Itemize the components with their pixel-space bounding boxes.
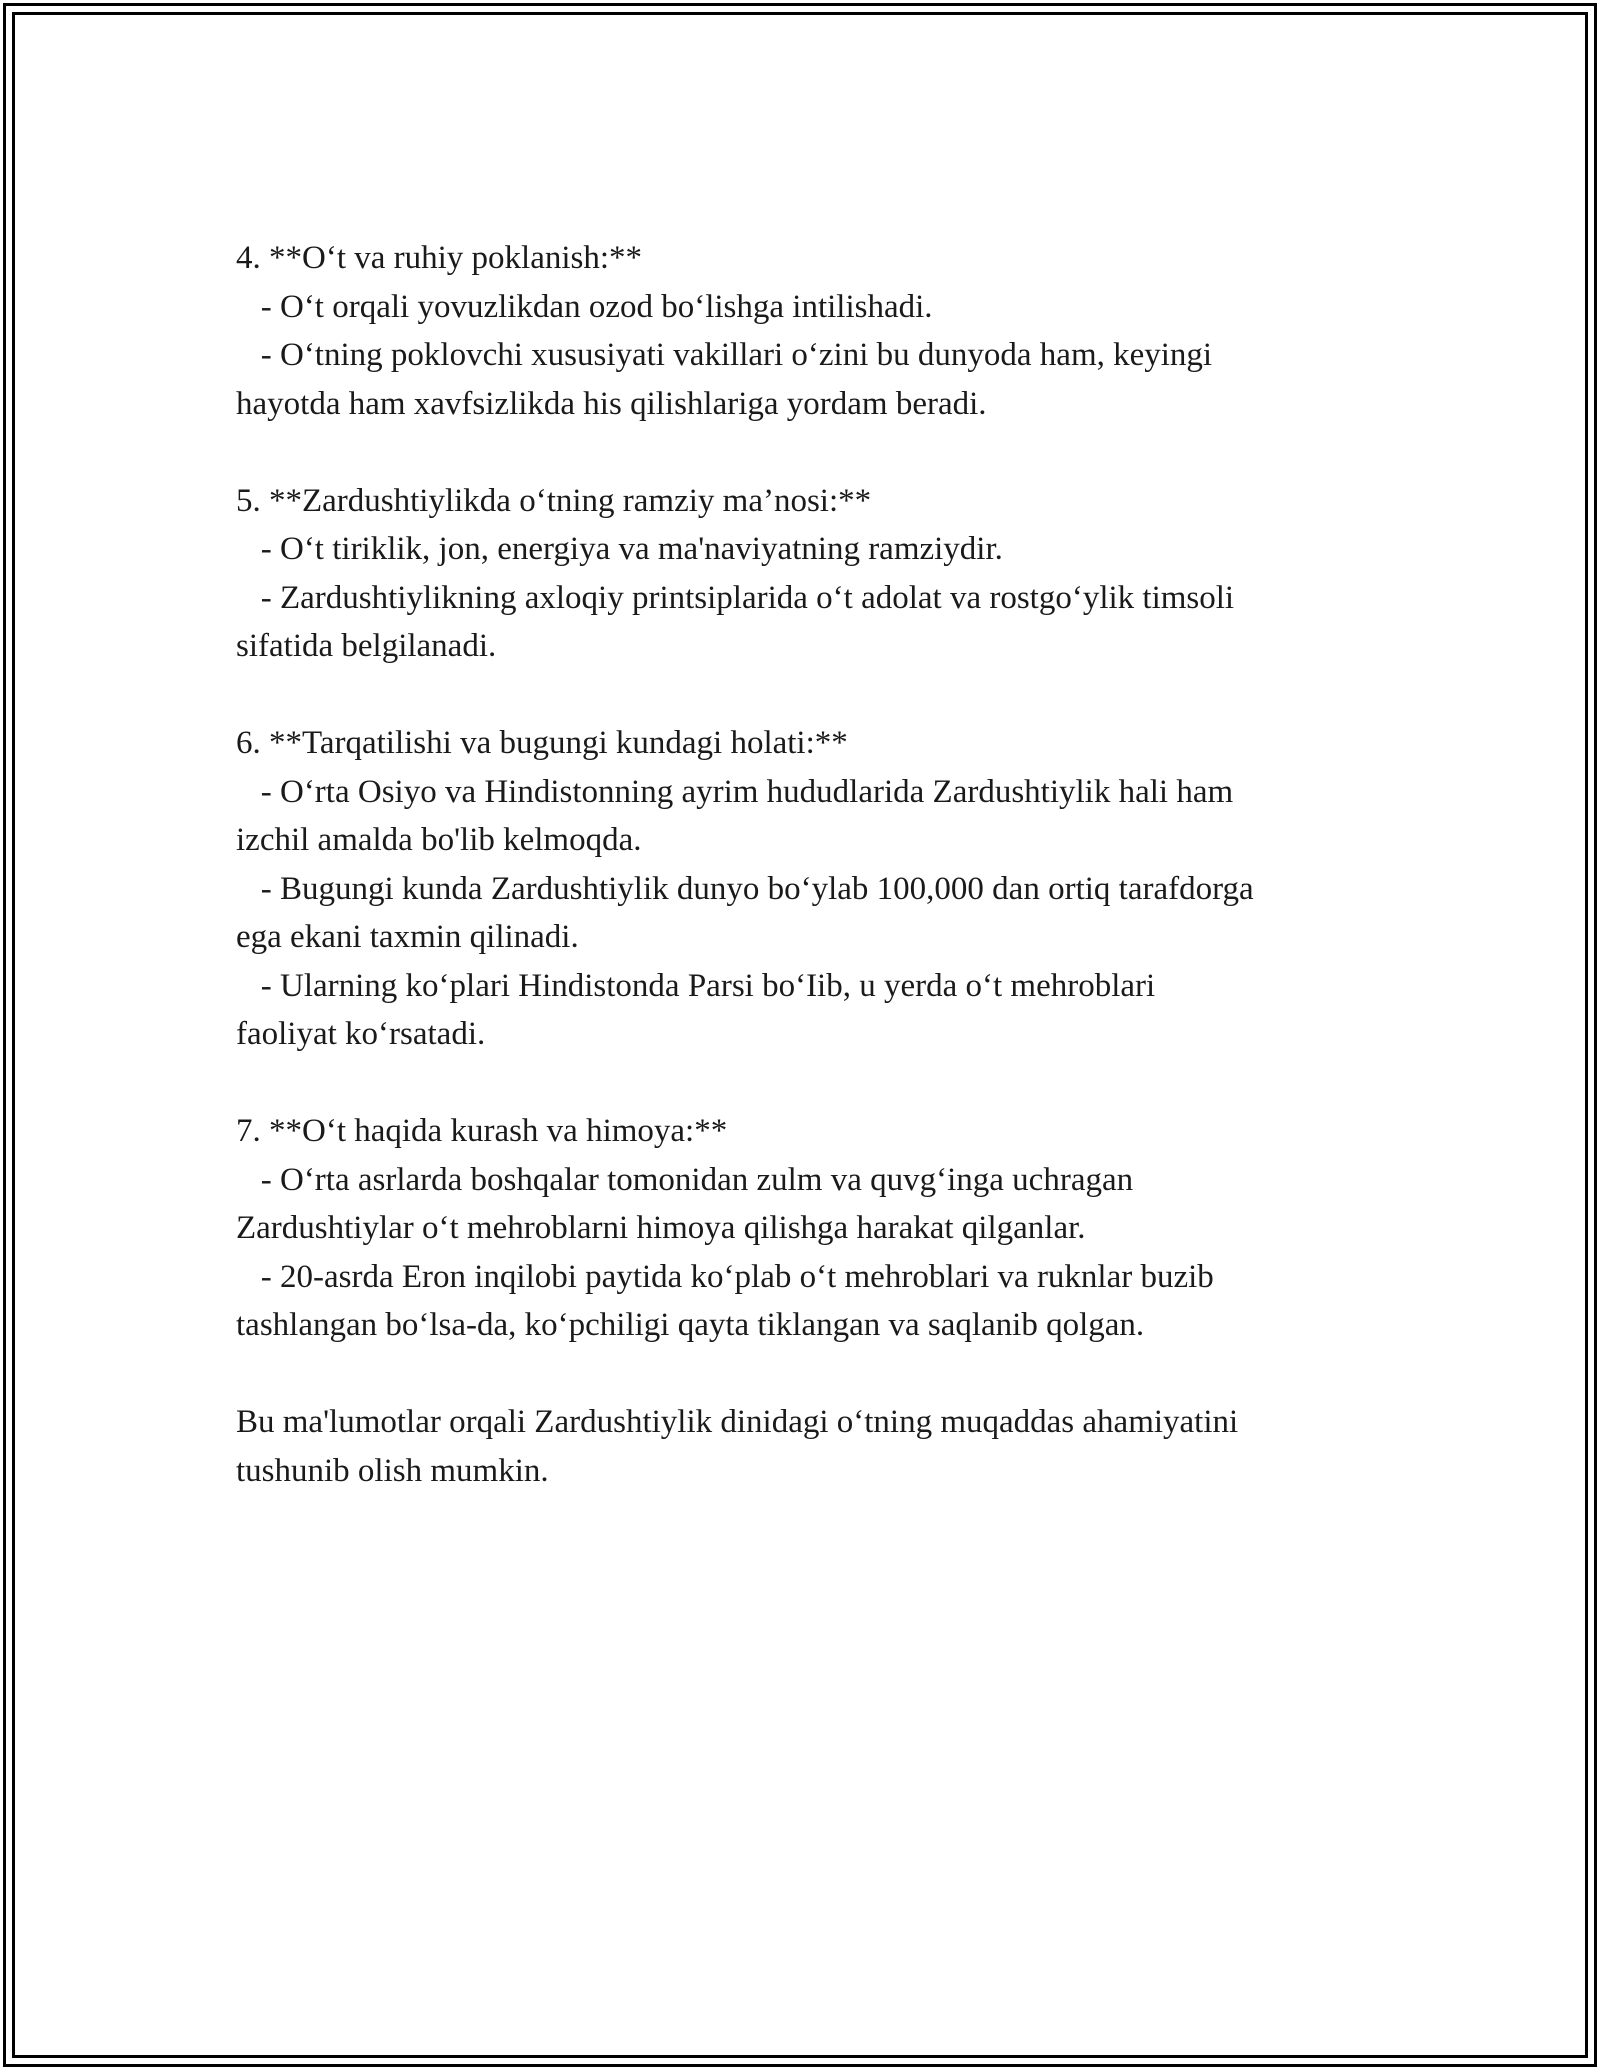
section-7 [236, 1107, 1386, 1350]
conclusion-line: tushunib olish mumkin. [236, 1452, 549, 1489]
conclusion-line: Bu ma'lumotlar orqali Zardushtiylik dinidagi o‘tning muqaddas ahamiyatini [236, 1404, 1239, 1440]
bullet-line: - O‘rta asrlarda boshqalar tomonidan zulm va quvg‘inga uchragan [236, 1161, 1134, 1198]
bullet-line-continuation: sifatida belgilanadi. [236, 628, 497, 664]
bullet-line: - Ularning ko‘plari Hindistonda Parsi bo‘Iib, u yerda o‘t mehroblari [236, 967, 1156, 1004]
bullet-line: - O‘t tiriklik, jon, energiya va ma'naviyatning ramziydir. [236, 531, 1003, 567]
bullet-line: - 20-asrda Eron inqilobi paytida ko‘plab o‘t mehroblari va ruknlar buzib [236, 1258, 1214, 1295]
section-4 [236, 234, 1386, 428]
section-heading: 4. **O‘t va ruhiy poklanish:** [236, 240, 643, 276]
section-heading: 5. **Zardushtiylikda o‘tning ramziy ma’nosi:** [236, 482, 872, 519]
bullet-line-continuation: ega ekani taxmin qilinadi. [236, 919, 579, 955]
section-5 [236, 477, 1386, 671]
section-6 [236, 719, 1386, 1059]
section-heading: 6. **Tarqatilishi va bugungi kundagi holati:** [236, 725, 848, 761]
paragraph-gap [236, 671, 1386, 720]
bullet-line: - Bugungi kunda Zardushtiylik dunyo bo‘ylab 100,000 dan ortiq tarafdorga [236, 870, 1254, 907]
bullet-line: - O‘t orqali yovuzlikdan ozod bo‘lishga intilishadi. [236, 288, 933, 325]
paragraph-gap [236, 428, 1386, 477]
section-heading: 7. **O‘t haqida kurash va himoya:** [236, 1113, 728, 1149]
bullet-line-continuation: faoliyat ko‘rsatadi. [236, 1016, 486, 1052]
bullet-line: - Zardushtiylikning axloqiy printsiplarida o‘t adolat va rostgo‘ylik timsoli [236, 579, 1235, 616]
bullet-line-continuation: izchil amalda bo'lib kelmoqda. [236, 822, 642, 858]
bullet-line-continuation: tashlangan bo‘lsa-da, ko‘pchiligi qayta tiklangan va saqlanib qolgan. [236, 1307, 1145, 1343]
bullet-line: - O‘rta Osiyo va Hindistonning ayrim hududlarida Zardushtiylik hali ham [236, 773, 1234, 810]
bullet-line-continuation: hayotda ham xavfsizlikda his qilishlariga yordam beradi. [236, 385, 987, 422]
bullet-line-continuation: Zardushtiylar o‘t mehroblarni himoya qilishga harakat qilganlar. [236, 1210, 1086, 1246]
paragraph-gap [236, 1059, 1386, 1108]
document-body [236, 234, 1386, 1495]
bullet-line: - O‘tning poklovchi xususiyati vakillari o‘zini bu dunyoda ham, keyingi [236, 337, 1213, 373]
conclusion-paragraph [236, 1398, 1386, 1495]
paragraph-gap [236, 1350, 1386, 1399]
